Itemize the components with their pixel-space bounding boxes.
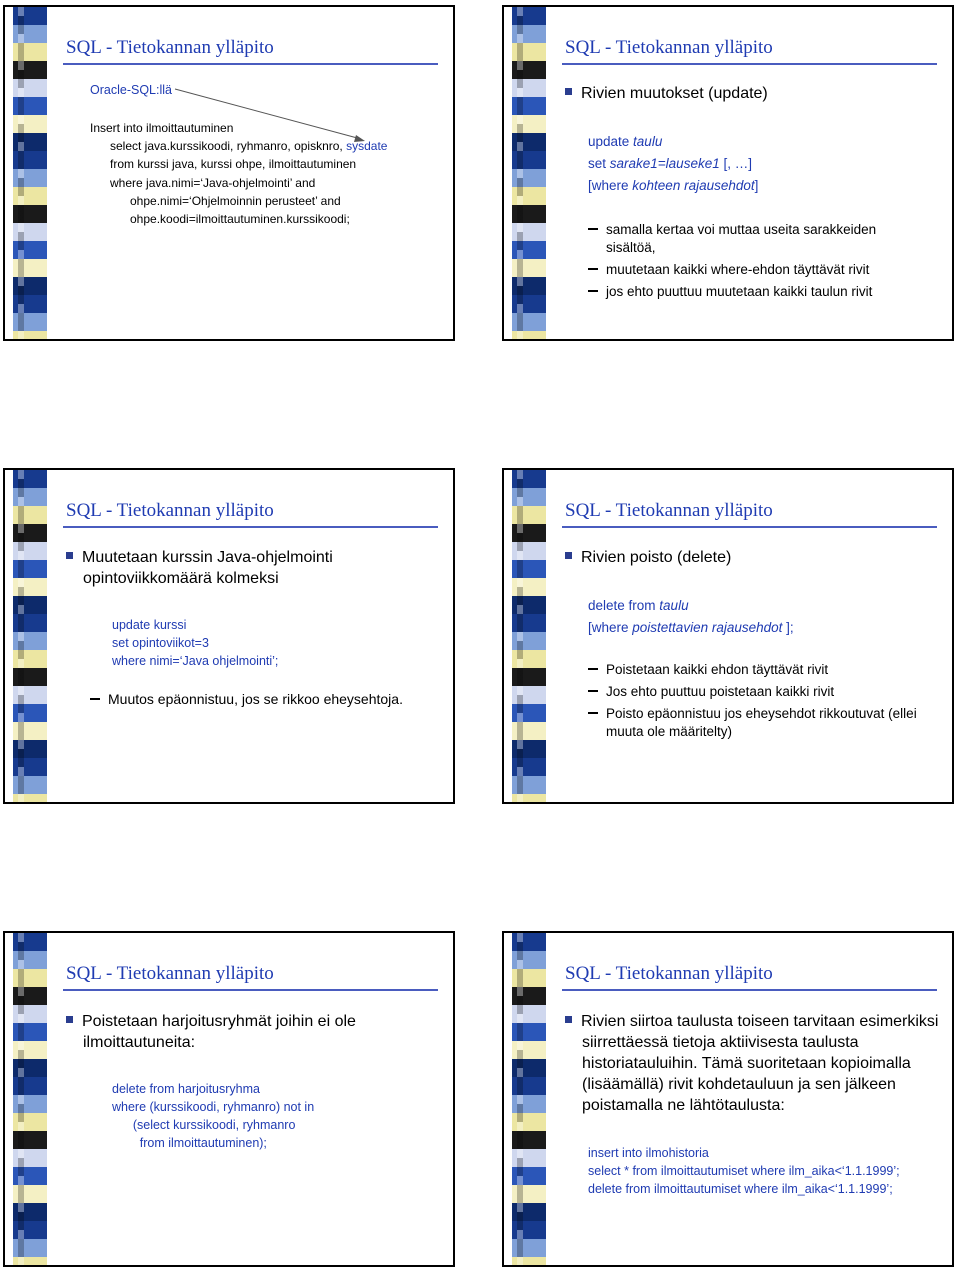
sysdate-keyword: sysdate: [346, 139, 388, 154]
slide-title: SQL - Tietokannan ylläpito: [565, 963, 773, 984]
update-syntax: update taulu set sarake1=lauseke1 [, …] [where kohteen rajausehdot]: [588, 134, 759, 193]
dash-item: samalla kertaa voi muttaa useita sarakkeiden sisältöä,: [588, 221, 918, 257]
dash-item: Muutos epäonnistuu, jos se rikkoo eheysehtoja.: [90, 690, 450, 708]
code-line: update kurssi: [112, 618, 187, 632]
update-example: [112, 616, 278, 670]
title-rule: [562, 989, 937, 991]
title-rule: [63, 989, 438, 991]
dash-item: Poisto epäonnistuu jos eheysehdot rikkoutuvat (ellei muuta ole määritelty): [588, 705, 918, 741]
decorative-strip: [512, 933, 546, 1265]
code-line: from ilmoittautuminen);: [112, 1136, 267, 1150]
code-line: where nimi=‘Java ohjelmointi’;: [112, 654, 279, 668]
dash-item: jos ehto puuttuu muutetaan kaikki taulun rivit: [588, 283, 918, 301]
oracle-label: Oracle-SQL:llä: [90, 83, 172, 97]
dash-item: Jos ehto puuttuu poistetaan kaikki rivit: [588, 683, 918, 701]
slide-4: [502, 468, 954, 804]
bullet: Poistetaan harjoitusryhmät joihin ei ole ilmoittautuneita:: [66, 1011, 423, 1053]
dash-list: [588, 221, 918, 305]
code-line: where (kurssikoodi, ryhmanro) not in: [112, 1100, 315, 1114]
code-line: select java.kurssikoodi, ryhmanro, opisknro,: [90, 139, 347, 154]
code-line: from kurssi java, kurssi ohpe, ilmoittautuminen: [90, 157, 357, 172]
delete-example: [112, 1080, 314, 1152]
bullet: Rivien siirtoa taulusta toiseen tarvitaan esimerkiksi siirrettäessä tietoja aktiivisesta taulusta historiatauluihin. Tämä suoritetaan kopioimalla (lisäämällä) rivit kohdetauluun ja sen jälkeen poistamalla ne lähtötaulusta:: [565, 1011, 942, 1116]
bullet-square-icon: [565, 552, 572, 559]
code-line: ohpe.koodi=ilmoittautuminen.kurssikoodi;: [90, 212, 350, 227]
slide-title: SQL - Tietokannan ylläpito: [66, 37, 274, 58]
slide-2: [502, 5, 954, 341]
transfer-example: [588, 1144, 900, 1198]
slide-6: [502, 931, 954, 1267]
title-rule: [562, 63, 937, 65]
code-line: delete from harjoitusryhma: [112, 1082, 260, 1096]
slide-5: [3, 931, 455, 1267]
bullet: Rivien poisto (delete): [565, 547, 731, 568]
bullet-square-icon: [66, 552, 73, 559]
slide-title: SQL - Tietokannan ylläpito: [565, 500, 773, 521]
decorative-strip: [13, 470, 47, 802]
code-line: insert into ilmohistoria: [588, 1146, 709, 1160]
delete-syntax: delete from taulu [where poistettavien rajausehdot ];: [588, 598, 794, 635]
bullet-square-icon: [565, 1016, 572, 1023]
slide-1: [3, 5, 455, 341]
bullet-square-icon: [66, 1016, 73, 1023]
slide-title: SQL - Tietokannan ylläpito: [66, 500, 274, 521]
code-line: set opintoviikot=3: [112, 636, 209, 650]
code-line: delete from ilmoittautumiset where ilm_aika<‘1.1.1999’;: [588, 1182, 893, 1196]
bullet: Muutetaan kurssin Java-ohjelmointi opintoviikkomäärä kolmeksi: [66, 547, 423, 589]
title-rule: [562, 526, 937, 528]
slide-title: SQL - Tietokannan ylläpito: [66, 963, 274, 984]
code-line: ohpe.nimi=‘Ohjelmoinnin perusteet’ and: [90, 193, 341, 208]
dash-list: [90, 690, 450, 712]
dash-item: muutetaan kaikki where-ehdon täyttävät rivit: [588, 261, 918, 279]
bullet-square-icon: [565, 88, 572, 95]
code-line: select * from ilmoittautumiset where ilm_aika<‘1.1.1999’;: [588, 1164, 900, 1178]
decorative-strip: [512, 7, 546, 339]
code-line: where java.nimi=‘Java-ohjelmointi’ and: [90, 175, 316, 190]
bullet: Rivien muutokset (update): [565, 83, 768, 104]
code-line: (select kurssikoodi, ryhmanro: [112, 1118, 296, 1132]
title-rule: [63, 526, 438, 528]
code-line: Insert into ilmoittautuminen: [90, 121, 234, 135]
dash-item: Poistetaan kaikki ehdon täyttävät rivit: [588, 661, 918, 679]
decorative-strip: [13, 933, 47, 1265]
slide-3: [3, 468, 455, 804]
decorative-strip: [512, 470, 546, 802]
dash-list: [588, 661, 918, 745]
sql-code: [90, 119, 387, 228]
slide-title: SQL - Tietokannan ylläpito: [565, 37, 773, 58]
